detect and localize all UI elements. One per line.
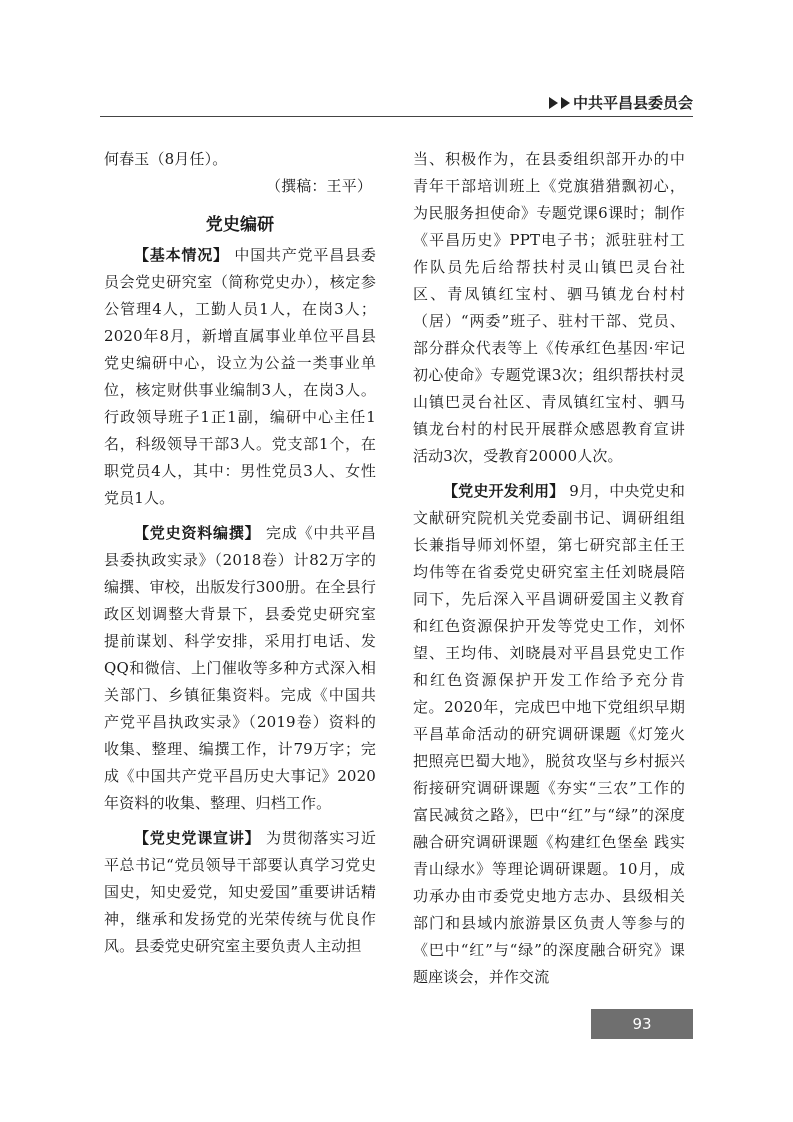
paragraph-basic <box>104 242 376 512</box>
page-number: 93 <box>591 1009 693 1039</box>
header-title: 中共平昌县委员会 <box>572 94 693 112</box>
running-header <box>549 92 693 113</box>
tag-basic: 【基本情况】 <box>134 246 229 264</box>
tag-lecture: 【党史党课宣讲】 <box>134 829 261 847</box>
paragraph-development <box>413 478 685 991</box>
tag-development: 【党史开发利用】 <box>443 482 565 500</box>
text-development: 9月，中央党史和文献研究院机关党委副书记、调研组组长兼指导师刘怀望，第七研究部主任王均伟等在省委党史研究室主任刘晓晨陪同下，先后深入平昌调研爱国主义教育和红色资源保护开发等党史工作，刘怀望、王均伟、刘晓晨对平昌县党史工作和红色资源保护开发工作给予充分肯定。2020年，完成巴中地下党组织早期平昌革命活动的研究调研课题《灯笼火把照亮巴蜀大地》，脱贫攻坚与乡村振兴衔接研究调研课题《夯实“三农”工作的富民减贫之路》，巴中“红”与“绿”的深度融合研究调研课题《构建红色堡垒 践实青山绿水》等理论调研课题。10月，成功承办由市委党史地方志办、县级相关部门和县域内旅游景区负责人等参与的《巴中“红”与“绿”的深度融合研究》课题座谈会，并作交流 <box>413 482 686 986</box>
triangle-icon <box>561 97 570 109</box>
tag-compile: 【党史资料编撰】 <box>134 524 261 542</box>
paragraph-continued: 何春玉（8月任）。 <box>104 150 228 168</box>
text-lecture: 为贯彻落实习近平总书记“党员领导干部要认真学习党史国史，知史爱党，知史爱国”重要讲话精神，继承和发扬党的光荣传统与优良作风。县委党史研究室主要负责人主动担 <box>104 829 376 955</box>
paragraph-lecture <box>104 825 376 960</box>
paragraph-lecture-continued: 当、积极作为，在县委组织部开办的中青年干部培训班上《党旗猎猎飘初心，为民服务担使命》专题党课6课时；制作《平昌历史》PPT电子书；派驻驻村工作队员先后给帮扶村灵山镇巴灵台社区、青凤镇红宝村、驷马镇龙台村村（居）“两委”班子、驻村干部、党员、部分群众代表等上《传承红色基因·牢记初心使命》专题党课3次；组织帮扶村灵山镇巴灵台社区、青凤镇红宝村、驷马镇龙台村的村民开展群众感恩教育宣讲活动3次，受教育20000人次。 <box>413 150 685 465</box>
text-compile: 完成《中共平昌县委执政实录》（2018卷）计82万字的编撰、审校，出版发行300册。在全县行政区划调整大背景下，县委党史研究室提前谋划、科学安排，采用打电话、发QQ和微信、上门催收等多种方式深入相关部门、乡镇征集资料。完成《中国共产党平昌执政实录》（2019卷）资料的收集、整理、编撰工作，计79万字；完成《中国共产党平昌历史大事记》2020年资料的收集、整理、归档工作。 <box>104 524 376 812</box>
right-column <box>413 146 685 991</box>
header-divider <box>100 116 693 117</box>
page-header <box>0 0 793 122</box>
left-column <box>104 146 376 960</box>
byline: （撰稿：王平） <box>265 177 372 195</box>
paragraph-compile <box>104 520 376 817</box>
text-basic: 中国共产党平昌县委员会党史研究室（简称党史办），核定参公管理4人，工勤人员1人，在岗3人；2020年8月，新增直属事业单位平昌县党史编研中心，设立为公益一类事业单位，核定财供事业编制3人，在岗3人。行政领导班子1正1副，编研中心主任1名，科级领导干部3人。党支部1个，在职党员4人，其中：男性党员3人、女性党员1人。 <box>104 246 376 507</box>
triangle-icon <box>549 97 558 109</box>
section-title: 党史编研 <box>205 215 275 235</box>
